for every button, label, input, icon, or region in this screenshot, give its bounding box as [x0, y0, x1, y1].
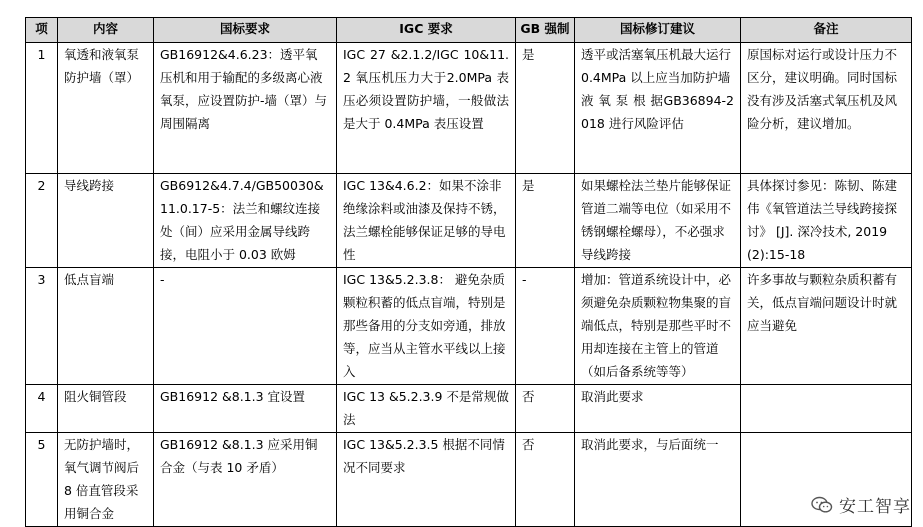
row-content: 导线跨接 [58, 174, 154, 268]
row-mandatory: - [516, 268, 575, 385]
row-mandatory: 否 [516, 433, 575, 527]
table-header-row [26, 18, 912, 43]
suggestion-line: 透平或活塞氧压机最大运行 0.4MPa 以上应当加防护墙 [581, 47, 732, 85]
row-igc-requirement: IGC 13&5.2.3.5 根据不同情况不同要求 [337, 433, 516, 527]
suggestion-line: 增加：管道系统设计中，必须避免杂质颗粒物集聚的盲端低点，特别是那些平时不用却连接在主管上的管道（如后备系统等等） [581, 272, 732, 379]
header-remark: 备注 [741, 18, 912, 43]
row-igc-requirement: IGC 13&4.6.2：如果不涂非绝缘涂料或油漆及保持不锈，法兰螺栓能够保证足够的导电性 [337, 174, 516, 268]
header-content: 内容 [58, 18, 154, 43]
suggestion-line: 取消此要求 [581, 389, 644, 404]
row-igc-requirement: IGC 13 &5.2.3.9 不是常规做法 [337, 385, 516, 433]
suggestion-line: 取消此要求，与后面统一 [581, 437, 719, 452]
header-gb-requirement: 国标要求 [154, 18, 337, 43]
row-remark: 原国标对运行或设计压力不区分，建议明确。同时国标没有涉及活塞式氧压机及风险分析，建议增加。 [741, 43, 912, 174]
row-suggestion [575, 385, 741, 433]
suggestion-line: 液 氧 泵 根 据GB36894-2018 进行风险评估 [581, 93, 734, 131]
row-suggestion [575, 268, 741, 385]
row-mandatory: 否 [516, 385, 575, 433]
header-revision-suggestion: 国标修订建议 [575, 18, 741, 43]
row-gb-requirement: - [154, 268, 337, 385]
row-content: 氧透和液氧泵防护墙（罩） [58, 43, 154, 174]
row-gb-requirement: GB6912&4.7.4/GB50030&11.0.17-5：法兰和螺纹连接处（间）应采用金属导线跨接，电阻小于 0.03 欧姆 [154, 174, 337, 268]
watermark [811, 492, 911, 517]
row-number: 4 [26, 385, 58, 433]
row-igc-requirement: IGC 27 &2.1.2/IGC 10&11.2 氧压机压力大于2.0MPa 表压必须设置防护墙，一般做法是大于 0.4MPa 表压设置 [337, 43, 516, 174]
row-remark: 许多事故与颗粒杂质积蓄有关，低点盲端问题设计时就应当避免 [741, 268, 912, 385]
wechat-icon [811, 496, 833, 514]
row-number: 3 [26, 268, 58, 385]
row-number: 1 [26, 43, 58, 174]
table-row [26, 174, 912, 268]
suggestion-line: 如果螺栓法兰垫片能够保证管道二端等电位（如采用不锈钢螺栓螺母），不必强求导线跨接 [581, 178, 732, 262]
row-suggestion [575, 174, 741, 268]
standards-comparison-table [25, 17, 912, 527]
row-remark [741, 385, 912, 433]
row-igc-requirement: IGC 13&5.2.3.8： 避免杂质颗粒积蓄的低点盲端，特别是那些备用的分支如旁通，排放等，应当从主管水平线以上接入 [337, 268, 516, 385]
row-suggestion [575, 433, 741, 527]
header-gb-mandatory: GB 强制 [516, 18, 575, 43]
table-row [26, 385, 912, 433]
row-gb-requirement: GB16912&4.6.23：透平氧压机和用于输配的多级离心液氧泵，应设置防护-墙（罩）与周围隔离 [154, 43, 337, 174]
table-row [26, 433, 912, 527]
row-mandatory: 是 [516, 43, 575, 174]
row-mandatory: 是 [516, 174, 575, 268]
row-content: 无防护墙时，氧气调节阀后 8 倍直管段采用铜合金 [58, 433, 154, 527]
row-suggestion [575, 43, 741, 174]
row-gb-requirement: GB16912 &8.1.3 应采用铜合金（与表 10 矛盾） [154, 433, 337, 527]
row-number: 5 [26, 433, 58, 527]
table-row [26, 43, 912, 174]
row-content: 低点盲端 [58, 268, 154, 385]
row-number: 2 [26, 174, 58, 268]
row-content: 阻火铜管段 [58, 385, 154, 433]
header-igc-requirement: IGC 要求 [337, 18, 516, 43]
header-item-no: 项 [26, 18, 58, 43]
row-gb-requirement: GB16912 &8.1.3 宜设置 [154, 385, 337, 433]
table-row [26, 268, 912, 385]
row-remark: 具体探讨参见：陈韧、陈建伟《氧管道法兰导线跨接探讨》 [J]. 深冷技术, 2019(2):15-18 [741, 174, 912, 268]
watermark-text: 安工智享 [839, 497, 911, 517]
